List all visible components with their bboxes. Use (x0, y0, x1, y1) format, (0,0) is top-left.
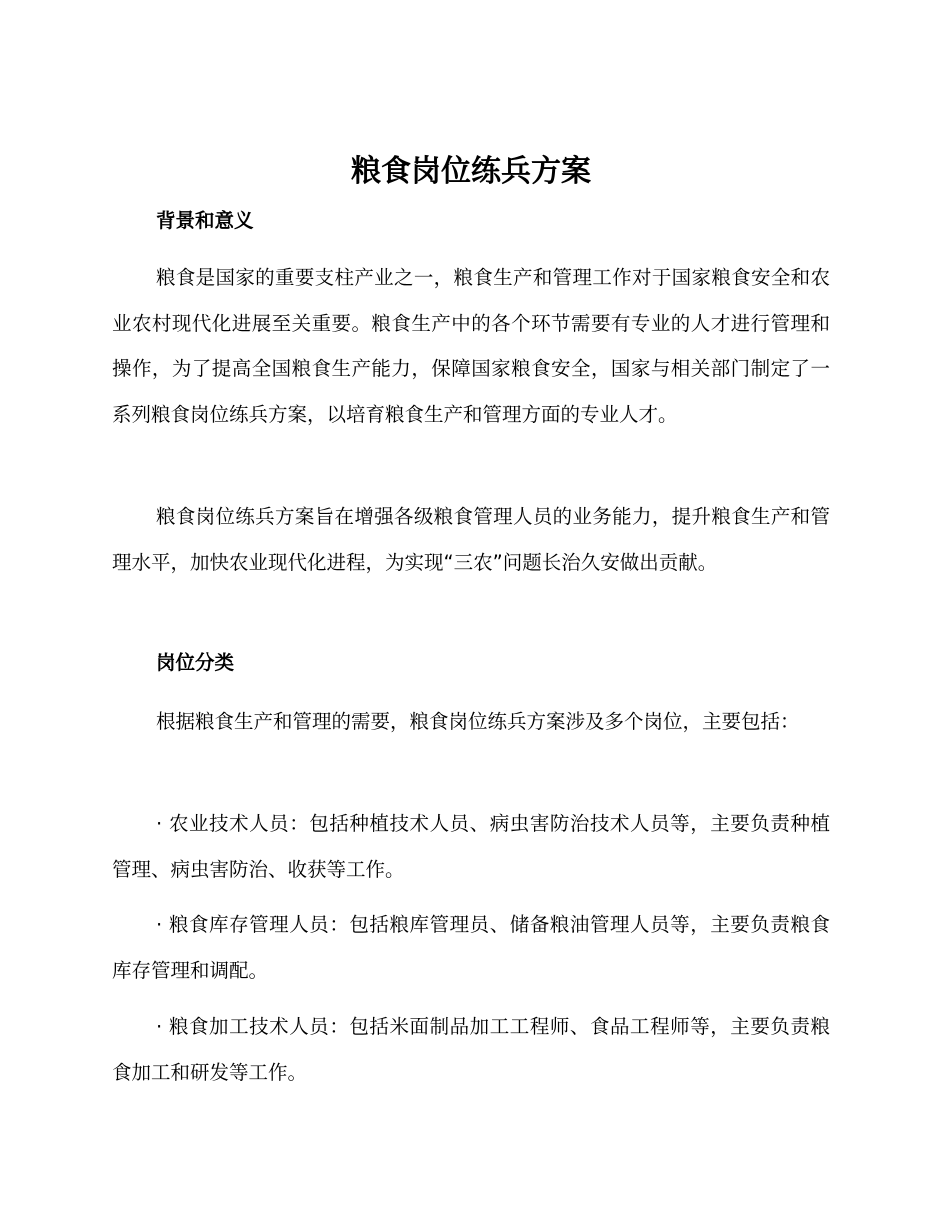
list-item-agricultural-technicians: · 农业技术人员：包括种植技术人员、病虫害防治技术人员等，主要负责种植管理、病虫害防治、收获等工作。 (112, 812, 830, 881)
paragraph-background-1: 粮食是国家的重要支柱产业之一，粮食生产和管理工作对于国家粮食安全和农业农村现代化进展至关重要。粮食生产中的各个环节需要有专业的人才进行管理和操作，为了提高全国粮食生产能力，保障国家粮食安全，国家与相关部门制定了一系列粮食岗位练兵方案，以培育粮食生产和管理方面的专业人才。 (112, 266, 830, 426)
section-heading-background: 背景和意义 (156, 209, 254, 232)
document-title: 粮食岗位练兵方案 (351, 154, 591, 189)
paragraph-background-2: 粮食岗位练兵方案旨在增强各级粮食管理人员的业务能力，提升粮食生产和管理水平，加快农业现代化进程，为实现“三农”问题长治久安做出贡献。 (112, 505, 830, 574)
section-heading-positions: 岗位分类 (156, 651, 235, 674)
list-item-grain-storage-managers: · 粮食库存管理人员：包括粮库管理员、储备粮油管理人员等，主要负责粮食库存管理和调配。 (112, 913, 830, 982)
paragraph-positions-intro: 根据粮食生产和管理的需要，粮食岗位练兵方案涉及多个岗位，主要包括： (156, 710, 800, 733)
list-item-grain-processing-technicians: · 粮食加工技术人员：包括米面制品加工工程师、食品工程师等，主要负责粮食加工和研发等工作。 (112, 1015, 830, 1084)
